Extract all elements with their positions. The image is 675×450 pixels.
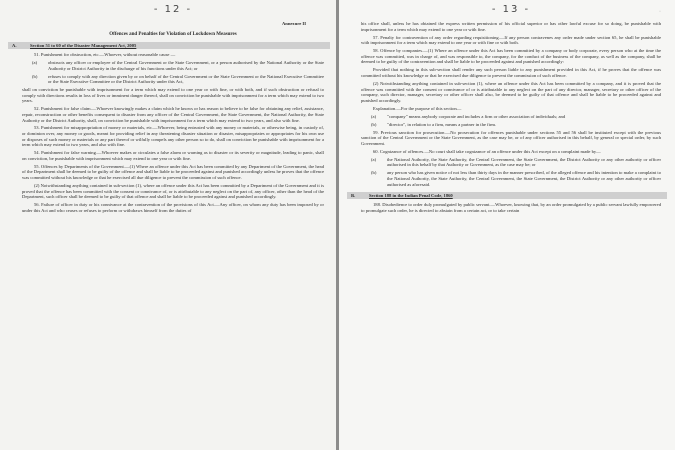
paragraph: 55. Offences by Departments of the Government.—(1) Where an offence under this Act has been committed by any Department of the Government, the head of the Department shall be deemed to be guilty of the offence and shall be liable to be proceeded against and punished accordingly unless he proves that the offence was committed without his knowledge or that he exercised all due diligence to prevent the commission of such offence. [22,163,324,181]
section-header [8,42,330,49]
paragraph: 58. Offence by companies.—(1) Where an offence under this Act has been committed by a company or body corporate, every person who at the time the offence was committed, was in charge of, and was responsible to, the company, for the conduct of the business of the company, as well as the company, shall be deemed to be guilty of the contravention and shall be liable to be proceeded against and punished accordingly: [361,48,661,65]
page-number: - 12 - [153,4,193,15]
clause-key: (b) [371,170,377,176]
section-label: B. [351,193,356,199]
section-header [347,192,667,199]
clause [371,122,661,128]
clause-key: (a) [32,59,38,65]
clause [32,74,324,85]
clause-key: (a) [371,156,377,162]
section-title: Section 51 to 60 of the Disaster Management Act, 2005 [30,43,137,48]
clause-text: the National Authority, the State Authority, the Central Government, the State Government, the District Authority or any other authority or officer authorised in this behalf by that Authority or Government, as the case may be; or [387,156,661,168]
paragraph: his office shall, unless he has obtained the express written permission of his official superior or has other lawful excuse for so doing, be punishable with imprisonment for a term which may extend to one year or with fine. [361,21,661,32]
paragraph: 57. Penalty for contravention of any order regarding requisitioning.—If any person contravenes any order made under section 65, he shall be punishable with imprisonment for a term which may extend to one year or with fine or with both. [361,34,661,46]
clause [371,114,661,120]
page-number: - 13 - [491,4,531,15]
clause-text: "company" means anybody corporate and includes a firm or other association of individuals; and [387,113,566,119]
clause-key: (a) [371,113,377,119]
annexure-label: Annexure II [281,21,306,26]
clause-key: (b) [371,121,377,127]
left-body [22,52,324,213]
paragraph: 51. Punishment for obstruction, etc.—Whoever, without reasonable cause — [34,52,176,57]
clause [371,170,661,187]
clause-key: (b) [32,73,38,79]
paragraph: 60. Cognizance of offences.—No court shall take cognizance of an offence under this Act except on a complaint made by— [373,148,601,154]
paragraph: (2) Notwithstanding anything contained in sub-section (1), where an offence under this Act has been committed by a Department of the Government and it is proved that the offence has been committed with the consent or connivance of, or is attributable to any neglect on the part of, any officer, other than the head of the Department, such officer shall be deemed to be guilty of that offence and shall be liable to be proceeded against and punished accordingly. [22,183,324,200]
clause-text: refuses to comply with any direction given by or on behalf of the Central Government or the State Government or the National Executive Committee or the State Executive Committee or the District Authority under this Act, [48,73,324,85]
clause [371,157,661,168]
paragraph: 56. Failure of officer in duty or his connivance at the contravention of the provisions of this Act.—Any officer, on whom any duty has been imposed by or under this Act and who ceases or refuses to perform or withdraws himself from the duties of [22,202,324,213]
page-right [339,0,675,450]
clause-text: obstructs any officer or employee of the Central Government or the State Government, or a person authorised by the National Authority or the State Authority or District Authority in the discharge of his functions under this Act; or [48,59,324,71]
paragraph: 53. Punishment for misappropriation of money or materials, etc.—Whoever, being entrusted with any money or materials, or otherwise being, in custody of, or dominion over, any money or goods, meant for providing relief in any threatening disaster situation or disaster, misappropriates or appropriates for his own use or disposes of such money or materials or any part thereof or wilfully compels any other person so to do, shall on conviction be punishable with imprisonment for a term which may extend to two years, and also with fine. [22,125,324,148]
paragraph: 188. Disobedience to order duly promulgated by public servant.—Whoever, knowing that, by an order promulgated by a public servant lawfully empowered to promulgate such order, he is directed to abstain from a certain act, or to take certain [361,202,661,213]
clause-text: "director", in relation to a firm, means a partner in the firm. [387,121,497,127]
paragraph: Explanation.—For the purpose of this section— [373,105,462,111]
paragraph: Provided that nothing in this sub-section shall render any such person liable to any punishment provided in this Act, if he proves that the offence was committed without his knowledge or that he exercised due diligence to prevent the commission of such offence. [361,67,661,78]
paragraph: (2) Notwithstanding anything contained in sub-section (1), where an offence under this Act has been committed by a company, and it is proved that the offence was committed with the consent or connivance of or is attributable to any neglect on the part of any director, manager, secretary or other officer of the company, such director, manager, secretary or other officer shall also, be deemed to be guilty of that offence and shall be liable to be proceeded against and punished accordingly. [361,80,661,103]
right-body [361,21,661,187]
clause-text: any person who has given notice of not less than thirty days in the manner prescribed, of the alleged offence and his intention to make a complaint to the National Authority, the State Authority, the Central Government, the State Government, the District Authority or any other authority or officer authorised as aforesaid. [387,170,661,187]
paragraph: shall on conviction be punishable with imprisonment for a term which may extend to one year or with fine, or with both, and if such obstruction or refusal to comply with directions results in loss of lives or imminent danger thereof, shall on conviction be punishable with imprisonment for a term which may extend to two years. [22,87,324,104]
paragraph: 59. Previous sanction for prosecution.—No prosecution for offences punishable under sections 55 and 56 shall be instituted except with the previous sanction of the Central Government or the State Government, as the case may be, or of any officer authorised in this behalf, by general or special order, by such Government. [361,129,661,146]
paragraph: 52. Punishment for false claim.—Whoever knowingly makes a claim which he knows or has reason to believe to be false for obtaining any relief, assistance, repair, reconstruction or other benefits consequent to disaster from any officer of the Central Government, the State Government, the National Authority, the State Authority or the District Authority, shall, on conviction be punishable with imprisonment for a term which may extend to two years, and also with fine. [22,106,324,123]
page-left [0,0,336,450]
paragraph: 54. Punishment for false warning.—Whoever makes or circulates a false alarm or warning as to disaster or its severity or magnitude, leading to panic, shall on conviction, be punishable with imprisonment which may extend to one year or with fine. [22,150,324,161]
corner-mark: · [659,9,661,15]
document-title: Offences and Penalties for Violation of Lockdown Measures [109,32,237,37]
section-title: Section 188 in the Indian Penal Code, 1860 [369,193,453,199]
section-label: A. [12,43,17,48]
clause [32,60,324,71]
